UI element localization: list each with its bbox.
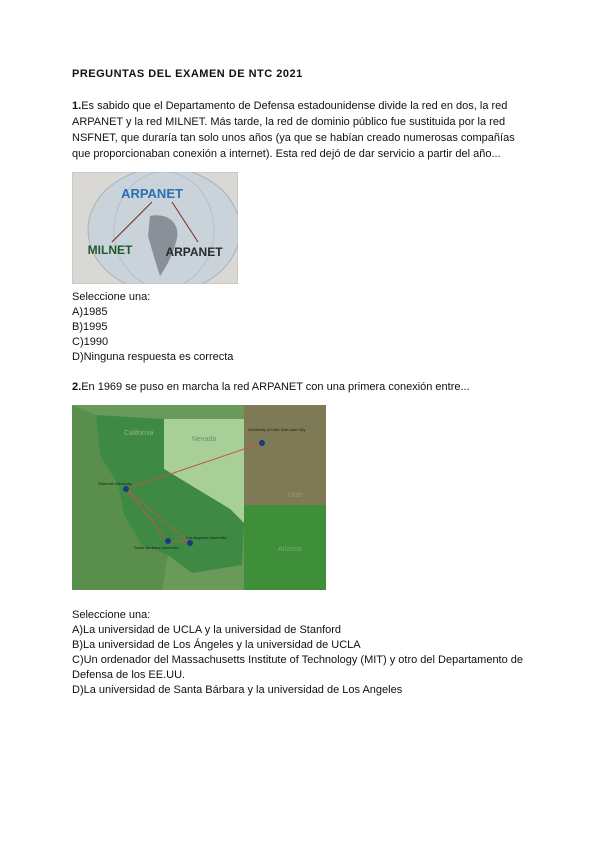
figure-1-top-label: ARPANET bbox=[121, 186, 183, 201]
label-california: California bbox=[124, 430, 154, 437]
figure-1-left-label: MILNET bbox=[87, 243, 133, 257]
label-nevada: Nevada bbox=[192, 436, 217, 443]
question-2-option-b[interactable]: B)La universidad de Los Ángeles y la universidad de UCLA bbox=[72, 639, 361, 651]
question-2-body: En 1969 se puso en marcha la red ARPANET con una primera conexión entre... bbox=[81, 381, 470, 393]
question-1-option-a[interactable]: A)1985 bbox=[72, 306, 108, 318]
arpanet-map-figure bbox=[72, 405, 326, 590]
node-los-angeles bbox=[187, 540, 193, 546]
question-2-prompt: Seleccione una: bbox=[72, 609, 151, 621]
question-1-body: Es sabido que el Departamento de Defensa estadounidense divide la red en dos, la red ARPANET y la red MILNET. Más tarde, la red de dominio público fue sustituida por la red NSFNET, que duraría tan solo unos años (ya que se habían creado numerosas compañías que proporcionaban conexión a internet). Esta red dejó de dar servicio a partir del año... bbox=[72, 100, 515, 160]
question-1-number: 1. bbox=[72, 100, 82, 112]
label-stanford: Stanford University bbox=[98, 481, 132, 486]
label-los-angeles: Los Angeles University bbox=[186, 535, 227, 540]
question-2-number: 2. bbox=[72, 381, 82, 393]
node-utah bbox=[259, 440, 265, 446]
document-page bbox=[72, 68, 532, 698]
question-2-option-d[interactable]: D)La universidad de Santa Bárbara y la universidad de Los Angeles bbox=[72, 684, 403, 696]
question-2-option-c[interactable]: C)Un ordenador del Massachusetts Institute of Technology (MIT) y otro del Departamento de Defensa de los EE.UU. bbox=[72, 654, 524, 681]
question-1-option-c[interactable]: C)1990 bbox=[72, 336, 109, 348]
label-university-utah: University of Utah Salt Lake City bbox=[248, 427, 306, 432]
question-1-option-d[interactable]: D)Ninguna respuesta es correcta bbox=[72, 351, 234, 363]
question-2-text bbox=[72, 379, 532, 395]
document-title: PREGUNTAS DEL EXAMEN DE NTC 2021 bbox=[72, 68, 303, 80]
label-santa-barbara: Santa Barbara University bbox=[134, 545, 179, 550]
question-1-option-b[interactable]: B)1995 bbox=[72, 321, 108, 333]
label-utah: Utah bbox=[288, 492, 303, 499]
question-1-prompt: Seleccione una: bbox=[72, 291, 151, 303]
figure-1-right-label: ARPANET bbox=[165, 245, 223, 259]
question-2-option-a[interactable]: A)La universidad de UCLA y la universidad de Stanford bbox=[72, 624, 342, 636]
arpanet-milnet-figure bbox=[72, 172, 238, 284]
question-1-text bbox=[72, 98, 532, 162]
node-santa-barbara bbox=[165, 538, 171, 544]
node-stanford bbox=[123, 486, 129, 492]
label-arizona: Arizona bbox=[278, 546, 302, 553]
